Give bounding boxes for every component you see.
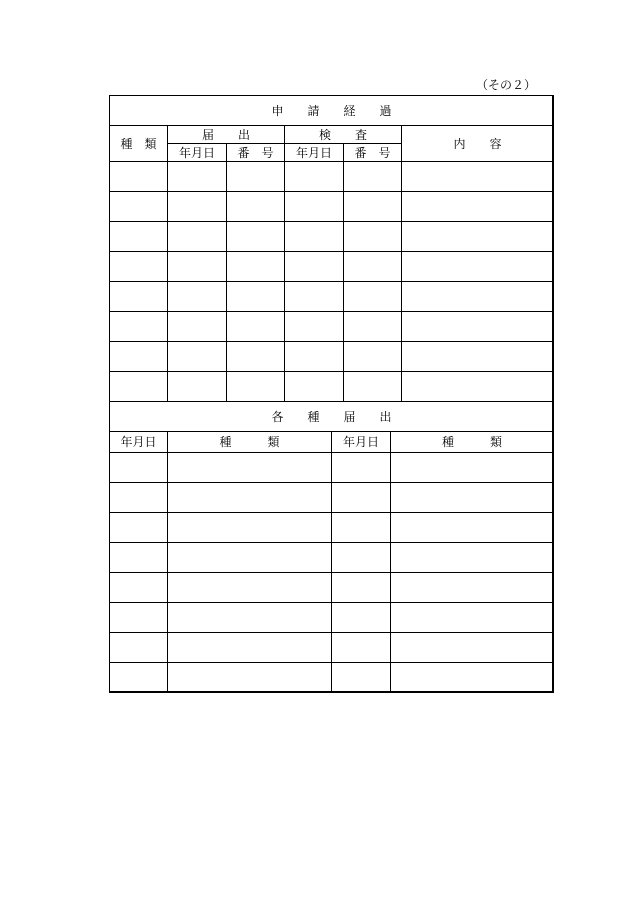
header-notification-number: 番 号 [227,144,285,162]
header-type-left: 種 類 [168,432,332,453]
application-history-title: 申 請 経 過 [110,96,554,126]
header-inspection-number: 番 号 [344,144,402,162]
header-date-right: 年月日 [332,432,391,453]
header-notification-date: 年月日 [168,144,227,162]
header-inspection: 検 査 [285,126,402,144]
header-type: 種 類 [110,126,168,162]
form-outer-border [109,95,553,692]
various-notifications-title: 各 種 届 出 [110,402,554,432]
header-content: 内 容 [402,126,554,162]
header-notification: 届 出 [168,126,285,144]
page-number-label: （その２） [475,78,536,92]
header-type-right: 種 類 [391,432,554,453]
header-inspection-date: 年月日 [285,144,344,162]
header-date-left: 年月日 [110,432,168,453]
